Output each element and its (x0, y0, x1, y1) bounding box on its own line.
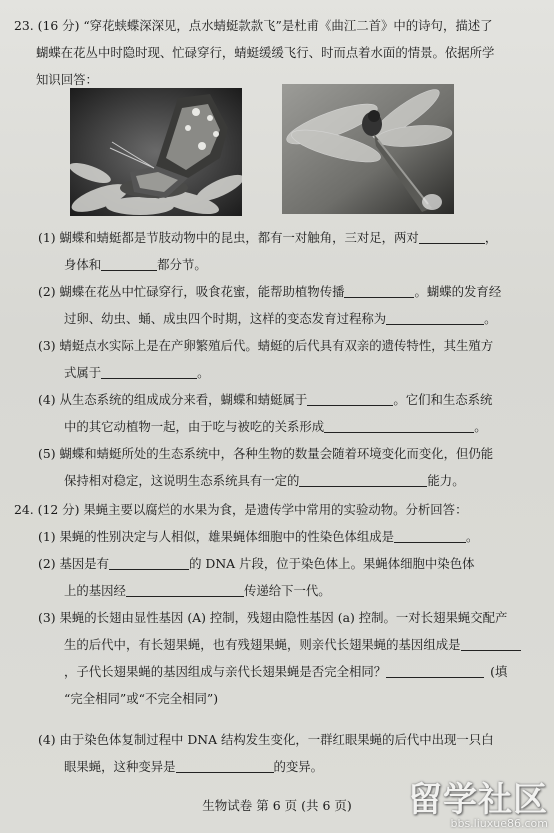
q23-part1-text: (1) 蝴蝶和蜻蜓都是节肢动物中的昆虫，都有一对触角，三对足，两对 (38, 230, 419, 245)
q23-stem-line3: 知识回答： (36, 72, 98, 87)
q24-part3-blank1[interactable] (461, 638, 521, 651)
q23-part2-blank1[interactable] (344, 285, 414, 298)
q24-part1-line1 (38, 529, 478, 545)
q24-part4-line2 (64, 759, 323, 775)
q24-part2-text2: 的 DNA 片段，位于染色体上。果蝇体细胞中染色体 (189, 556, 475, 571)
q24-part2-blank2[interactable] (126, 584, 244, 597)
q24-part3-blank2[interactable] (386, 665, 484, 678)
q24-part3-text3: (填 (490, 664, 508, 679)
q24-part4-text: 眼果蝇，这种变异是 (64, 759, 176, 774)
q23-part3-blank[interactable] (101, 366, 197, 379)
q24-part3-text2: ，子代长翅果蝇的基因组成与亲代长翅果蝇是否完全相同？ (64, 664, 387, 679)
q23-part3-line2 (64, 365, 210, 381)
q24-part3-line1: (3) 果蝇的长翅由显性基因 (A) 控制，残翅由隐性基因 (a) 控制。一对长翅果蝇交配产 (38, 610, 508, 625)
q23-part2-text3: 过卵、幼虫、蛹、成虫四个时期，这样的变态发育过程称为 (64, 311, 387, 326)
q23-stem-line1: 23. (16 分) “穿花蛱蝶深深见，点水蜻蜓款款飞”是杜甫《曲江二首》中的诗句，描述了 (14, 18, 493, 33)
q24-part2-line1 (38, 556, 474, 572)
q23-stem-line2: 蝴蝶在花丛中时隐时现、忙碌穿行，蜻蜓缓缓飞行、时而点着水面的情景。依据所学 (36, 45, 495, 60)
q23-part5-line1: (5) 蝴蝶和蜻蜓所处的生态系统中，各种生物的数量会随着环境变化而变化，但仍能 (38, 446, 494, 461)
q23-part1-blank2[interactable] (101, 258, 157, 271)
q23-part2-line1 (38, 284, 501, 300)
q23-part5-text2: 能力。 (427, 473, 465, 488)
watermark (408, 772, 548, 830)
q24-part4-line1: (4) 由于染色体复制过程中 DNA 结构发生变化，一群红眼果蝇的后代中出现一只白 (38, 732, 494, 747)
q24-part2-blank1[interactable] (109, 557, 189, 570)
q23-part5-line2 (64, 473, 465, 489)
q23-part5-text: 保持相对稳定，这说明生态系统具有一定的 (64, 473, 300, 488)
q24-part3-line2 (64, 637, 521, 653)
q23-part5-blank[interactable] (299, 474, 427, 487)
q23-part4-punct: 。 (474, 419, 487, 434)
q23-part3-punct: 。 (197, 365, 210, 380)
q24-part2-text3: 上的基因经 (64, 583, 126, 598)
q23-part1-punct: ， (484, 230, 498, 245)
q24-part2-text: (2) 基因是有 (38, 556, 110, 571)
q24-part3-text: 生的后代中，有长翅果蝇，也有残翅果蝇，则亲代长翅果蝇的基因组成是 (64, 637, 461, 652)
q23-part4-text3: 中的其它动植物一起，由于吃与被吃的关系形成 (64, 419, 325, 434)
q23-part3-line1: (3) 蜻蜓点水实际上是在产卵繁殖后代。蜻蜓的后代具有双亲的遗传特性，其生殖方 (38, 338, 494, 353)
q23-part3-text: 式属于 (64, 365, 102, 380)
q23-part1-line1 (38, 230, 497, 246)
q24-part4-blank[interactable] (176, 760, 274, 773)
q23-part2-blank2[interactable] (386, 312, 484, 325)
q23-part4-blank2[interactable] (324, 420, 474, 433)
q23-part1-blank1[interactable] (419, 231, 485, 244)
q23-part4-line2 (64, 419, 487, 435)
dragonfly-photo (282, 84, 454, 214)
q24-stem: 24. (12 分) 果蝇主要以腐烂的水果为食，是遗传学中常用的实验动物。分析回答： (14, 502, 468, 517)
q23-part2-punct: 。 (484, 311, 497, 326)
q24-part2-text4: 传递给下一代。 (243, 583, 331, 598)
q24-part4-text2: 的变异。 (273, 759, 324, 774)
page-footer: 生物试卷 第 6 页 (共 6 页) (202, 798, 352, 813)
q23-part1-text3: 都分节。 (157, 257, 207, 272)
butterfly-photo (70, 88, 242, 216)
q24-part3-line3 (64, 664, 507, 680)
q24-part3-line4: “完全相同”或“不完全相同”) (64, 691, 219, 706)
q23-part4-text2: 。它们和生态系统 (393, 392, 493, 407)
q23-part2-line2 (64, 311, 497, 327)
q24-part2-line2 (64, 583, 331, 599)
watermark-logo: 留学社区 (408, 780, 548, 820)
q23-part1-text2: 身体和 (64, 257, 102, 272)
watermark-url: bbs.liuxue86.com (450, 817, 548, 830)
q23-part1-line2 (64, 257, 207, 273)
q23-part4-blank1[interactable] (307, 393, 393, 406)
q23-part2-text: (2) 蝴蝶在花丛中忙碌穿行，吸食花蜜，能帮助植物传播 (38, 284, 345, 299)
q23-part4-text: (4) 从生态系统的组成成分来看，蝴蝶和蜻蜓属于 (38, 392, 308, 407)
q24-part1-text: (1) 果蝇的性别决定与人相似，雄果蝇体细胞中的性染色体组成是 (38, 529, 395, 544)
q23-part4-line1 (38, 392, 492, 408)
q24-part1-blank[interactable] (394, 530, 466, 543)
q23-part2-text2: 。蝴蝶的发育经 (414, 284, 502, 299)
q24-part1-punct: 。 (466, 529, 479, 544)
